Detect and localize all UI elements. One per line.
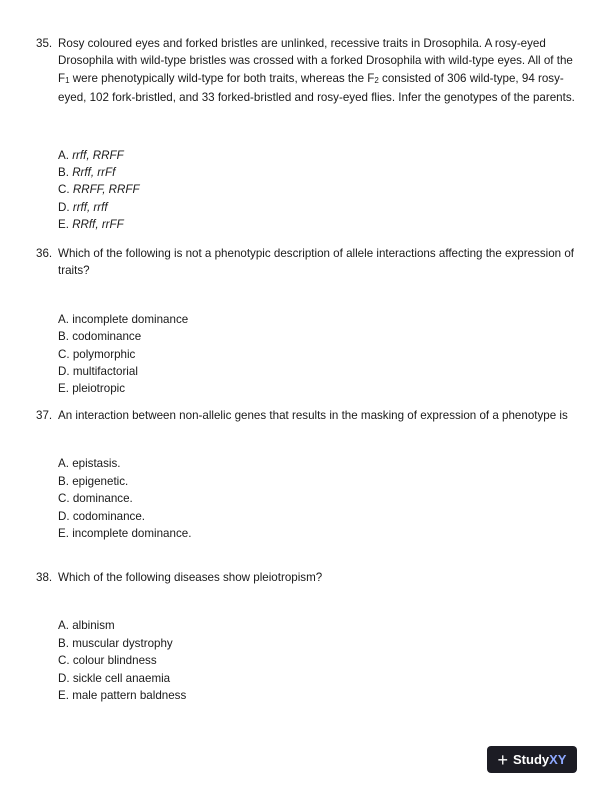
- question-text: Which of the following diseases show pleiotropism?: [58, 571, 323, 584]
- options-list: [58, 455, 576, 542]
- question-number: 35.: [36, 37, 53, 50]
- option-b: B. muscular dystrophy: [58, 636, 173, 650]
- option-e: E. incomplete dominance.: [58, 526, 192, 540]
- option-a: A. incomplete dominance: [58, 312, 189, 326]
- question-number: 38.: [36, 571, 53, 584]
- question-38: [36, 569, 576, 716]
- options-list: [58, 147, 576, 234]
- question-35: [36, 35, 576, 245]
- question-37: [36, 407, 576, 554]
- question-text: Rosy coloured eyes and forked bristles are unlinked, recessive traits in Drosophila. A rosy-eyed Drosophila with wild-type bristles was crossed with a forked Drosophila with wild-type eyes. All of the F1 were phenotypically wild-type for both traits, whereas the F2 consisted of 306 wild-type, 94 rosy-eyed, 102 fork-bristled, and 33 forked-bristled and rosy-eyed flies. Infer the genotypes of the parents.: [58, 37, 575, 105]
- option-d: D. codominance.: [58, 509, 146, 523]
- option-e: E. pleiotropic: [58, 382, 126, 396]
- options-list: [58, 311, 576, 398]
- option-a: A. epistasis.: [58, 457, 121, 471]
- option-b: B. epigenetic.: [58, 474, 129, 488]
- option-c: C. RRFF, RRFF: [58, 183, 140, 197]
- question-36: [36, 245, 576, 409]
- option-d: D. rrff, rrff: [58, 200, 108, 214]
- studyxy-logo[interactable]: [487, 746, 577, 773]
- brand-name: StudyXY: [513, 751, 567, 767]
- option-b: B. codominance: [58, 330, 142, 344]
- option-e: E. male pattern baldness: [58, 688, 187, 702]
- option-e: E. RRff, rrFF: [58, 218, 124, 232]
- option-a: A. albinism: [58, 619, 115, 633]
- options-list: [58, 617, 576, 704]
- option-d: D. multifactorial: [58, 364, 138, 378]
- subscript: 1: [65, 75, 70, 85]
- question-text: An interaction between non-allelic genes that results in the masking of expression of a phenotype is: [58, 409, 568, 422]
- option-c: C. polymorphic: [58, 347, 136, 361]
- question-text: Which of the following is not a phenotypic description of allele interactions affecting the expression of traits?: [58, 247, 575, 278]
- subscript: 2: [374, 75, 379, 85]
- plus-icon: +: [497, 749, 509, 770]
- option-c: C. dominance.: [58, 492, 133, 506]
- option-a: A. rrff, RRFF: [58, 148, 124, 162]
- option-c: C. colour blindness: [58, 654, 157, 668]
- option-b: B. Rrff, rrFf: [58, 166, 116, 180]
- question-number: 36.: [36, 247, 53, 260]
- option-d: D. sickle cell anaemia: [58, 671, 171, 685]
- question-number: 37.: [36, 409, 53, 422]
